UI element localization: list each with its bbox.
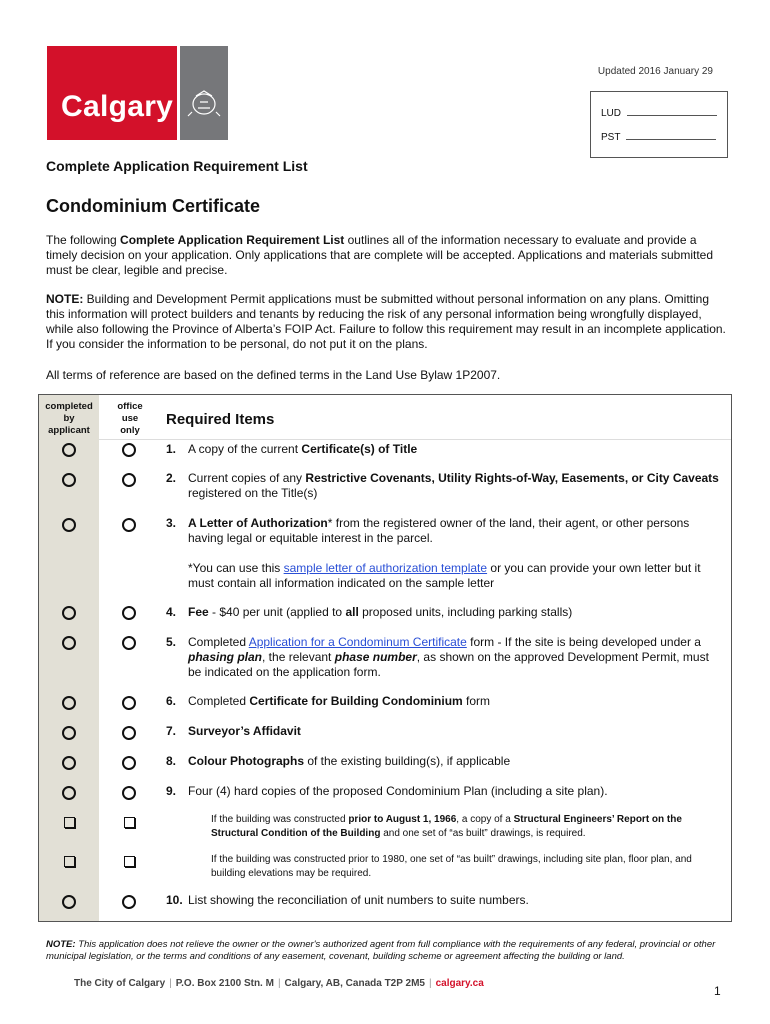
document-subtitle: Complete Application Requirement List <box>46 158 308 174</box>
applicant-checkbox-9a[interactable] <box>61 816 77 831</box>
footer-address: The City of Calgary | P.O. Box 2100 Stn. M | Calgary, AB, Canada T2P 2M5 | calgary.ca <box>74 978 484 989</box>
city-crest-icon <box>180 46 228 140</box>
item-9b: If the building was constructed prior to 1980, one set of “as built” drawings, including site plan, floor plan, and building elevations may be required. <box>211 854 692 879</box>
page-number: 1 <box>714 984 721 998</box>
applicant-checkbox-1[interactable] <box>61 443 77 460</box>
applicant-checkbox-2[interactable] <box>61 473 77 490</box>
lud-field[interactable] <box>627 115 717 116</box>
item-4: 4. Fee - $40 per unit (applied to all proposed units, including parking stalls) <box>166 605 573 619</box>
office-checkbox-1[interactable] <box>121 443 137 460</box>
item-1: 1. A copy of the current Certificate(s) of Title <box>166 442 418 456</box>
applicant-checkbox-6[interactable] <box>61 696 77 713</box>
office-checkbox-8[interactable] <box>121 756 137 773</box>
item-9a: If the building was constructed prior to August 1, 1966, a copy of a Structural Engineers’ Report on the Structural Condition of the Building and one set of “as built” drawings, is required. <box>211 814 682 839</box>
pst-label: PST <box>601 132 621 143</box>
office-use-header: office use only <box>117 401 143 436</box>
authorization-template-link[interactable]: sample letter of authorization template <box>283 561 488 575</box>
office-checkbox-9[interactable] <box>121 786 137 803</box>
intro-paragraph: The following Complete Application Requirement List outlines all of the information necessary to evaluate and provide a timely decision on your application. Only applications that are complete will be accepted. Applications and materials submitted must be clear, legible and precise. <box>46 233 714 277</box>
terms-paragraph: All terms of reference are based on the defined terms in the Land Use Bylaw 1P2007. <box>46 368 501 382</box>
office-checkbox-9b[interactable] <box>121 855 137 870</box>
office-checkbox-3[interactable] <box>121 518 137 535</box>
applicant-checkbox-4[interactable] <box>61 606 77 623</box>
requirements-table <box>38 394 732 922</box>
note-paragraph: NOTE: Building and Development Permit applications must be submitted without personal information on any plans. Omitting this information will protect builders and tenants by reducing the risk of any personal information being wrongfully displayed, while also following the Province of Alberta’s FOIP Act. Failure to follow this requirement may result in an incomplete application. If you consider the information to be personal, do not put it on the plans. <box>46 292 726 351</box>
applicant-checkbox-8[interactable] <box>61 756 77 773</box>
applicant-checkbox-9b[interactable] <box>61 855 77 870</box>
lud-pst-box <box>590 91 728 158</box>
office-checkbox-9a[interactable] <box>121 816 137 831</box>
website-link[interactable]: calgary.ca <box>435 978 484 989</box>
divider <box>99 439 731 440</box>
logo-text: Calgary <box>61 90 174 123</box>
completed-by-applicant-header: completed by applicant <box>45 401 93 436</box>
condominium-application-link[interactable]: Application for a Condominum Certificate <box>248 635 467 649</box>
updated-date: Updated 2016 January 29 <box>597 66 713 77</box>
office-checkbox-7[interactable] <box>121 726 137 743</box>
pst-field[interactable] <box>626 139 716 140</box>
item-2: 2. Current copies of any Restrictive Covenants, Utility Rights-of-Way, Easements, or City Caveats registered on the Title(s) <box>166 471 719 500</box>
lud-label: LUD <box>601 108 622 119</box>
item-9: 9. Four (4) hard copies of the proposed Condominium Plan (including a site plan). <box>166 784 608 798</box>
item-3-note: *You can use this sample letter of authorization template or you can provide your own letter but it must contain all information indicated on the sample letter <box>188 561 701 590</box>
item-8: 8. Colour Photographs of the existing building(s), if applicable <box>166 754 511 768</box>
applicant-checkbox-9[interactable] <box>61 786 77 803</box>
office-checkbox-10[interactable] <box>121 895 137 912</box>
applicant-checkbox-7[interactable] <box>61 726 77 743</box>
item-7: 7. Surveyor’s Affidavit <box>166 724 301 738</box>
office-checkbox-2[interactable] <box>121 473 137 490</box>
legal-note: NOTE: This application does not relieve the owner or the owner's authorized agent from full compliance with the requirements of any federal, provincial or other municipal legislation, or the terms and conditions of any easement, covenant, building scheme or agreement affecting the building or land. <box>46 939 716 962</box>
item-5: 5. Completed Application for a Condominum Certificate form - If the site is being developed under a phasing plan, the relevant phase number, as shown on the approved Development Permit, must be indicated on the application form. <box>166 635 709 679</box>
item-10: 10. List showing the reconciliation of unit numbers to suite numbers. <box>166 893 529 907</box>
required-items-heading: Required Items <box>166 411 275 428</box>
applicant-checkbox-5[interactable] <box>61 636 77 653</box>
item-6: 6. Completed Certificate for Building Condominium form <box>166 694 491 708</box>
document-title: Condominium Certificate <box>46 196 261 216</box>
applicant-checkbox-3[interactable] <box>61 518 77 535</box>
calgary-logo <box>47 46 177 140</box>
office-checkbox-5[interactable] <box>121 636 137 653</box>
office-checkbox-6[interactable] <box>121 696 137 713</box>
item-3: 3. A Letter of Authorization* from the registered owner of the land, their agent, or other persons having legal or equitable interest in the parcel. <box>166 516 690 545</box>
office-checkbox-4[interactable] <box>121 606 137 623</box>
applicant-checkbox-10[interactable] <box>61 895 77 912</box>
